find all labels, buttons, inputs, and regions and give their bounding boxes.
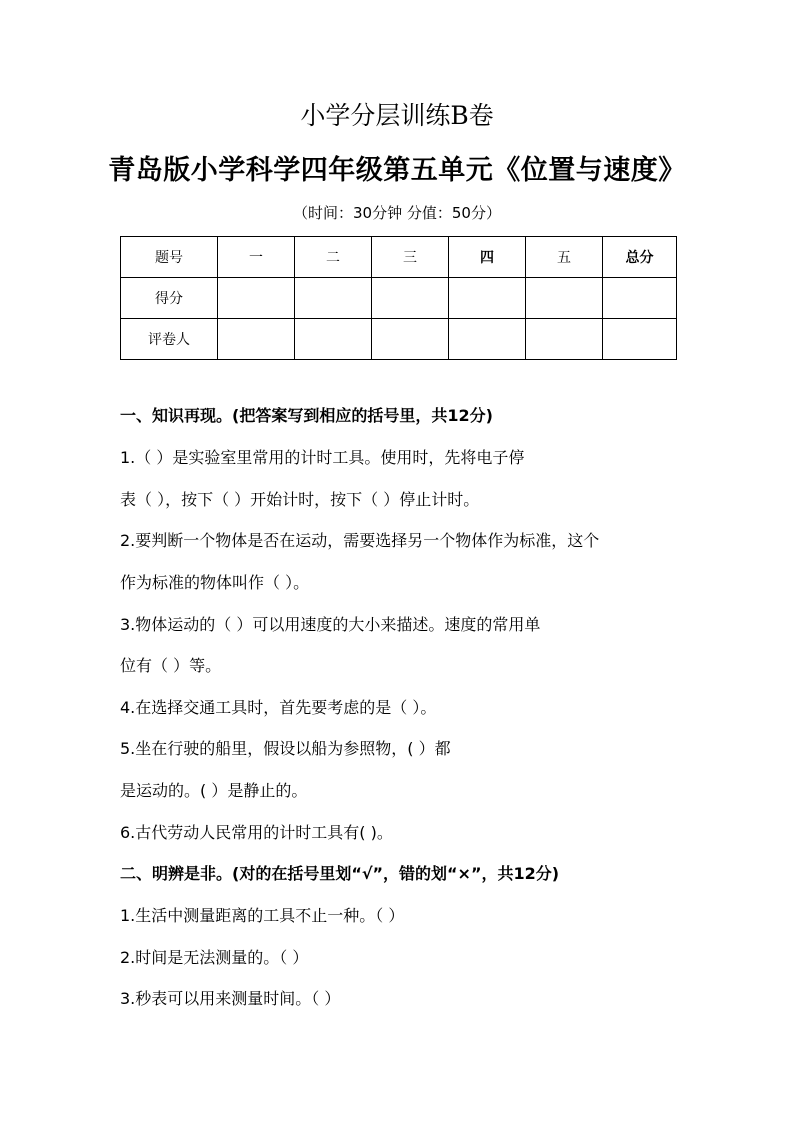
table-cell-empty [603,319,677,360]
table-cell: 二 [295,237,372,278]
table-cell: 五 [526,237,603,278]
table-cell-empty [526,278,603,319]
section-one-heading: 一、知识再现。(把答案写到相应的括号里，共12分) [120,406,493,425]
question-line: 位有（ ）等。 [120,656,222,675]
question-line: 2.要判断一个物体是否在运动，需要选择另一个物体作为标准，这个 [120,531,600,550]
question-line: 2.时间是无法测量的。（ ） [120,948,309,967]
exam-title: 小学分层训练B卷 [300,101,494,130]
score-table-grader-row [121,319,677,360]
table-cell-empty [295,278,372,319]
table-cell: 得分 [121,278,218,319]
table-cell: 四 [449,237,526,278]
table-cell-empty [218,278,295,319]
question-line: 3.物体运动的（ ）可以用速度的大小来描述。速度的常用单 [120,615,541,634]
table-cell-empty [218,319,295,360]
question-line: 作为标准的物体叫作（ ）。 [120,573,310,592]
question-line: 5.坐在行驶的船里，假设以船为参照物，( ）都 [120,739,451,758]
section-two-heading: 二、明辨是非。(对的在括号里划“√”，错的划“×”，共12分) [120,864,560,883]
table-cell-empty [526,319,603,360]
question-line: 是运动的。( ）是静止的。 [120,781,308,800]
question-line: 表（ ），按下（ ）开始计时，按下（ ）停止计时。 [120,490,480,509]
table-cell: 评卷人 [121,319,218,360]
table-cell-empty [372,319,449,360]
question-line: 4.在选择交通工具时，首先要考虑的是（ ）。 [120,698,437,717]
table-cell-empty [295,319,372,360]
score-table-header-row [121,237,677,278]
table-cell-empty [603,278,677,319]
question-line: 1.生活中测量距离的工具不止一种。（ ） [120,906,405,925]
question-line: 1.（ ）是实验室里常用的计时工具。使用时，先将电子停 [120,448,525,467]
table-cell-empty [372,278,449,319]
question-line: 6.古代劳动人民常用的计时工具有( )。 [120,823,393,842]
score-table [120,236,677,360]
score-table-score-row [121,278,677,319]
table-cell: 题号 [121,237,218,278]
exam-time-score: （时间：30分钟 分值：50分） [293,204,501,222]
table-cell: 三 [372,237,449,278]
table-cell-empty [449,319,526,360]
question-line: 3.秒表可以用来测量时间。（ ） [120,989,341,1008]
exam-subtitle: 青岛版小学科学四年级第五单元《位置与速度》 [108,155,686,186]
table-cell: 一 [218,237,295,278]
table-cell: 总分 [603,237,677,278]
table-cell-empty [449,278,526,319]
